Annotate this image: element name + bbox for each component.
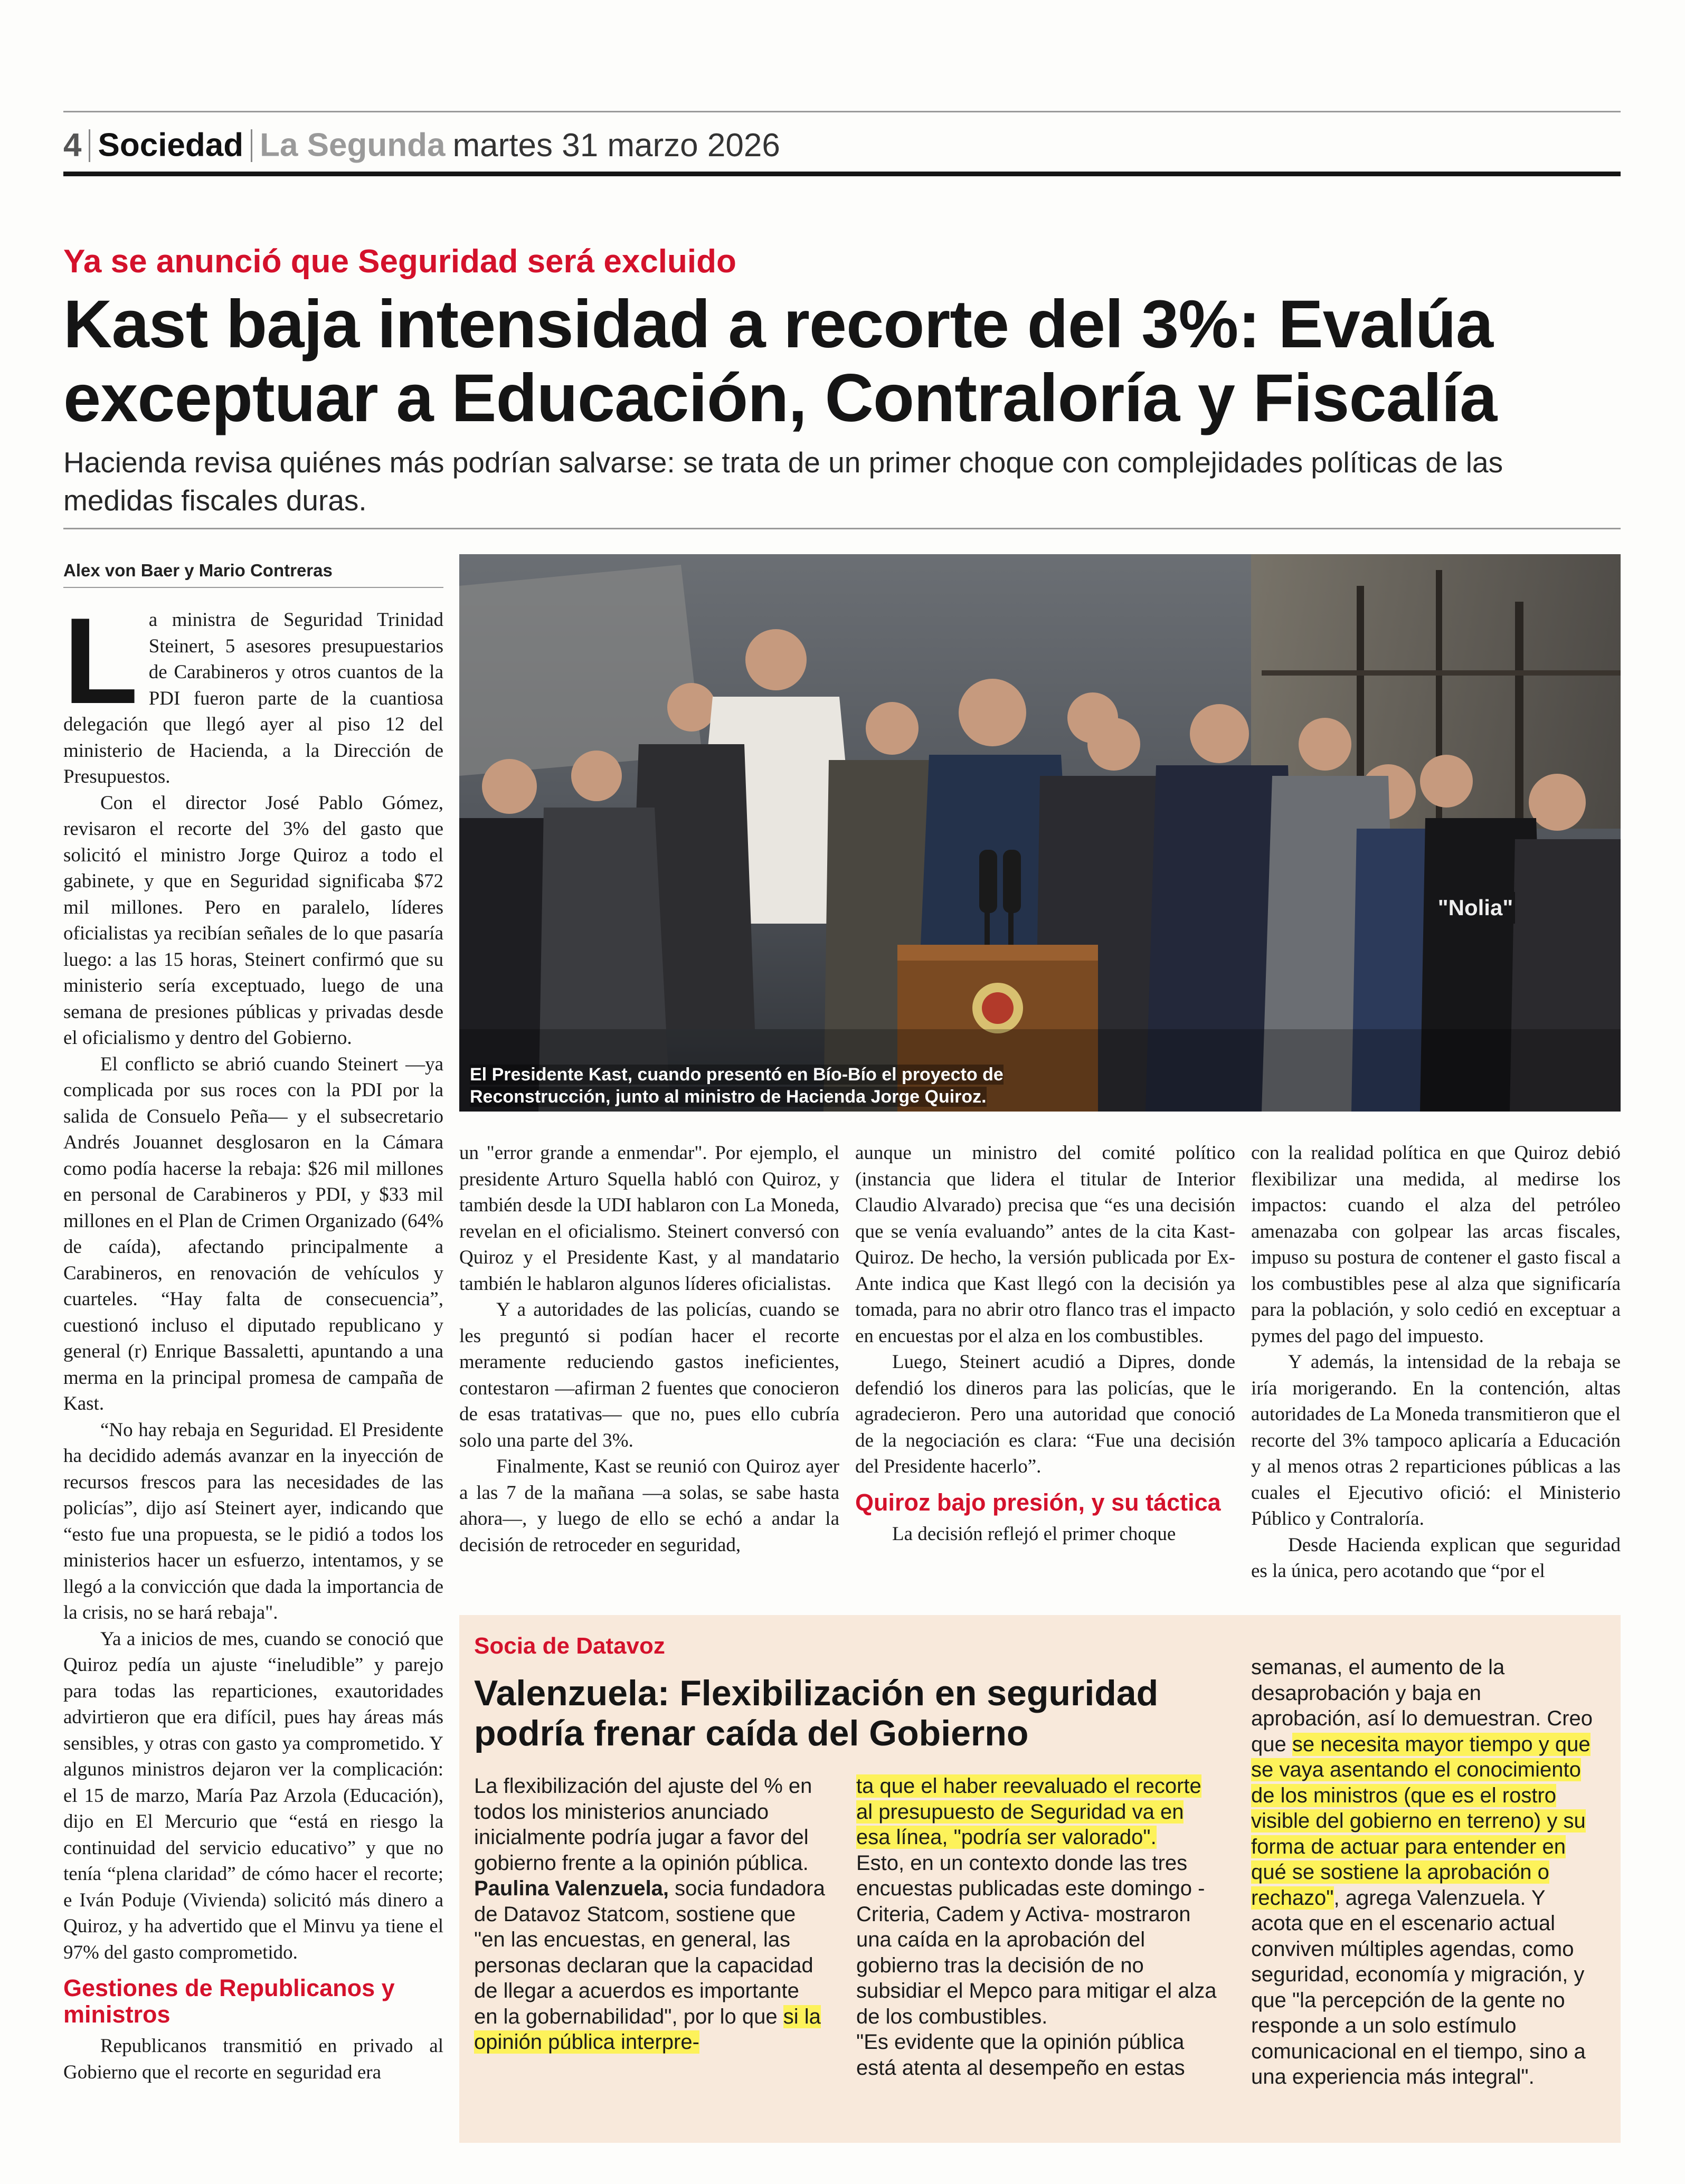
article-column-3 — [855, 1140, 1235, 1547]
paragraph: Y además, la intensidad de la rebaja se iría morigerando. En la contención, altas autoridades de La Moneda transmitieron que el recorte del 3% tampoco aplicaría a Educación y al menos otras 2 reparticiones públicas a las cuales el Ejecutivo ofició: el Ministerio Público y Contraloría. — [1251, 1351, 1621, 1530]
paragraph: Finalmente, Kast se reunió con Quiroz ayer a las 7 de la mañana —a solas, se sabe hasta ahora—, y luego de ello se echó a andar la decisión de retroceder en seguridad, — [459, 1456, 839, 1556]
byline: Alex von Baer y Mario Contreras — [63, 561, 333, 580]
top-rule — [63, 111, 1621, 112]
newspaper-name: La Segunda — [260, 127, 446, 164]
paragraph-text: socia fundadora de Datavoz Statcom, sostiene que "en las encuestas, en general, las personas declaran que la capacidad de llegar a acuerdos es importante en la gobernabilidad", por lo que — [474, 1877, 825, 2028]
highlighted-text: se necesita mayor tiempo y que se vaya asentando el conocimiento de los ministros (que es el rostro visible del gobierno en terreno) y su forma de actuar para entender en qué se sostiene la aprobación o rechazo" — [1251, 1732, 1591, 1910]
article-column-1 — [63, 593, 443, 2085]
paragraph — [63, 593, 443, 790]
article-kicker: Ya se anunció que Seguridad será excluido — [63, 243, 736, 280]
news-photo — [459, 554, 1621, 1112]
paragraph-text: , agrega Valenzuela. Y acota que en el escenario actual conviven múltiples agendas, como seguridad, economía y migración, y que "la percepción de la gente no responde a un solo estímulo comunicacional en el tiempo, sino a una experiencia más integral". — [1251, 1886, 1586, 2088]
paragraph: un "error grande a enmendar". Por ejemplo, el presidente Arturo Squella habló con Quiroz, y también desde la UDI hablaron con La Moneda, revelan en el oficialismo. Steinert conversó con Quiroz y el Presidente Kast, y al mandatario también le hablaron algunos líderes oficialistas. — [459, 1142, 839, 1295]
masthead-separator — [89, 129, 90, 162]
paragraph: Ya a inicios de mes, cuando se conoció que Quiroz pedía un ajuste “ineludible” y parejo para todas las reparticiones, exautoridades advirtieron que era difícil, pues hay áreas más sensibles, y otras con gasto ya comprometido. Y algunos ministros dejaron ver la complicación: el 15 de marzo, María Paz Arzola (Educación), dijo en El Mercurio que “está en riesgo la continuidad del servicio educativo” y que no tenía “plena claridad” de cómo hacer el recorte; e Iván Poduje (Vivienda) solicitó más dinero a Quiroz, y ha advertido que el Minvu ya tiene el 97% del gasto comprometido. — [63, 1628, 443, 1963]
paragraph — [856, 1773, 1220, 1850]
section-name: Sociedad — [98, 127, 244, 164]
highlighted-text: si la opinión pública interpre- — [474, 2005, 821, 2054]
paragraph — [1251, 1655, 1594, 2090]
paragraph: Y a autoridades de las policías, cuando se les preguntó si podían hacer el recorte meramente reduciendo gastos ineficientes, contestaron —afirman 2 fuentes que conocieron de esas tratativas— que no, pues ello cubría solo una parte del 3%. — [459, 1299, 839, 1451]
highlighted-text: ta que el haber reevaluado el recorte al presupuesto de Seguridad va en esa línea, "podría ser valorado". — [856, 1774, 1201, 1849]
source-name: Paulina Valenzuela, — [474, 1877, 669, 1900]
drop-cap: L — [63, 593, 138, 729]
shirt-text: "Nolia" — [1437, 895, 1513, 920]
article-column-4 — [1251, 1140, 1621, 1584]
paragraph: El conflicto se abrió cuando Steinert —ya complicada por sus roces con la PDI por la salida de Consuelo Peña— y el subsecretario Andrés Jouannet desglosaron en la Cámara como podía hacerse la rebaja: $26 mil millones en personal de Carabineros y PDI, y $33 mil millones en el Plan de Crimen Organizado (64% de caída), afectando principalmente a Carabineros, en renovación de vehículos y cuarteles. “Hay falta de consecuencia”, cuestionó incluso el diputado republicano y general (r) Enrique Bassaletti, apuntando a una merma en la principal promesa de campaña de Kast. — [63, 1053, 443, 1414]
masthead — [63, 117, 1621, 170]
issue-date: martes 31 marzo 2026 — [452, 127, 780, 164]
byline-rule — [63, 587, 443, 588]
paragraph: Desde Hacienda explican que seguridad es la única, pero acotando que “por el — [1251, 1534, 1621, 1582]
paragraph: “No hay rebaja en Seguridad. El Presidente ha decidido además avanzar en la inyección de recursos frescos para las necesidades de las policías”, dijo así Steinert ayer, indicando que “esto fue una propuesta, se le pidió a todos los ministerios hacer un esfuerzo, intentamos, y se llegó a la convicción que dada la importancia de la crisis, no se hará rebaja". — [63, 1419, 443, 1623]
article-headline: Kast baja intensidad a recorte del 3%: Evalúa exceptuar a Educación, Contraloría y Fiscalía — [63, 287, 1497, 436]
paragraph: aunque un ministro del comité político (instancia que lidera el titular de Interior Claudio Alvarado) precisa que “es una decisión que se venía evaluando” antes de la cita Kast-Quiroz. De hecho, la versión publicada por Ex-Ante indica que Kast llegó con la decisión ya tomada, para no abrir otro flanco tras el impacto en encuestas por el alza en los combustibles. — [855, 1142, 1235, 1347]
paragraph: La decisión reflejó el primer choque — [892, 1523, 1176, 1545]
paragraph: con la realidad política en que Quiroz debió flexibilizar una medida, al medirse los impactos: cuando el alza del petróleo amenazaba con golpear las arcas fiscales, impuso su postura de contener el gasto fiscal a los combustibles pese al alza que significaría para la población, y solo cedió en exceptuar a pymes del pago del impuesto. — [1251, 1142, 1621, 1347]
sidebar-tag: Socia de Datavoz — [474, 1633, 665, 1659]
paragraph: "Es evidente que la opinión pública está atenta al desempeño en estas — [856, 2030, 1185, 2079]
paragraph: Con el director José Pablo Gómez, revisaron el recorte del 3% del gasto que solicitó el ministro Jorge Quiroz a todo el gabinete, y que en Seguridad significaba $72 mil millones. Pero en paralelo, líderes oficialistas ya recibían señales de lo que pasaría luego: a las 15 horas, Steinert confirmó que su ministerio sería exceptuado, luego de una semana de presiones públicas y privadas desde el oficialismo y dentro del Gobierno. — [63, 792, 443, 1049]
sidebar-title: Valenzuela: Flexibilización en seguridad podría frenar caída del Gobierno — [474, 1673, 1159, 1753]
deck-rule — [63, 528, 1621, 529]
page-number: 4 — [63, 127, 82, 164]
paragraph: Luego, Steinert acudió a Dipres, donde defendió los dineros para las policías, que le agradecieron. Pero una autoridad que conoció de la negociación es clara: “Fue una decisión del Presidente hacerlo”. — [855, 1351, 1235, 1477]
paragraph: Republicanos transmitió en privado al Gobierno que el recorte en seguridad era — [63, 2035, 443, 2083]
paragraph — [474, 1876, 828, 2055]
article-deck: Hacienda revisa quiénes más podrían salvarse: se trata de un primer choque con complejidades políticas de las medidas fiscales duras. — [63, 446, 1503, 517]
sidebar-box — [459, 1615, 1621, 2143]
paragraph: La flexibilización del ajuste del % en todos los ministerios anunciado inicialmente podría jugar a favor del gobierno frente a la opinión pública. — [474, 1774, 812, 1875]
paragraph: Esto, en un contexto donde las tres encuestas publicadas este domingo -Criteria, Cadem y Activa- mostraron una caída en la aprobación del gobierno tras la decisión de no subsidiar el Mepco para mitigar el alza de los combustibles. — [856, 1851, 1217, 2028]
subhead: Quiroz bajo presión, y su táctica — [855, 1488, 1221, 1516]
masthead-separator — [251, 129, 252, 162]
photo-caption-text: El Presidente Kast, cuando presentó en Bío-Bío el proyecto de Reconstrucción, junto al ministro de Hacienda Jorge Quiroz. — [470, 1065, 1004, 1107]
masthead-rule — [63, 172, 1621, 176]
sidebar-column-1 — [474, 1773, 828, 2055]
photo-caption — [470, 1063, 1103, 1108]
sidebar-column-2 — [856, 1773, 1220, 2081]
paragraph-text: a ministra de Seguridad Trinidad Steinert, 5 asesores presupuestarios de Carabineros y otros cuantos de la PDI fueron parte de la cuantiosa delegación que llegó ayer al piso 12 del ministerio de Hacienda, a la Dirección de Presupuestos. — [63, 609, 443, 787]
paragraph-text: semanas, el aumento de la desaprobación y baja en aprobación, así lo demuestran. Creo que — [1251, 1656, 1593, 1756]
sidebar-column-3 — [1251, 1655, 1594, 2090]
article-column-2 — [459, 1140, 839, 1558]
subhead: Gestiones de Republicanos y ministros — [63, 1974, 395, 2028]
photo-illustration — [459, 554, 1621, 1112]
